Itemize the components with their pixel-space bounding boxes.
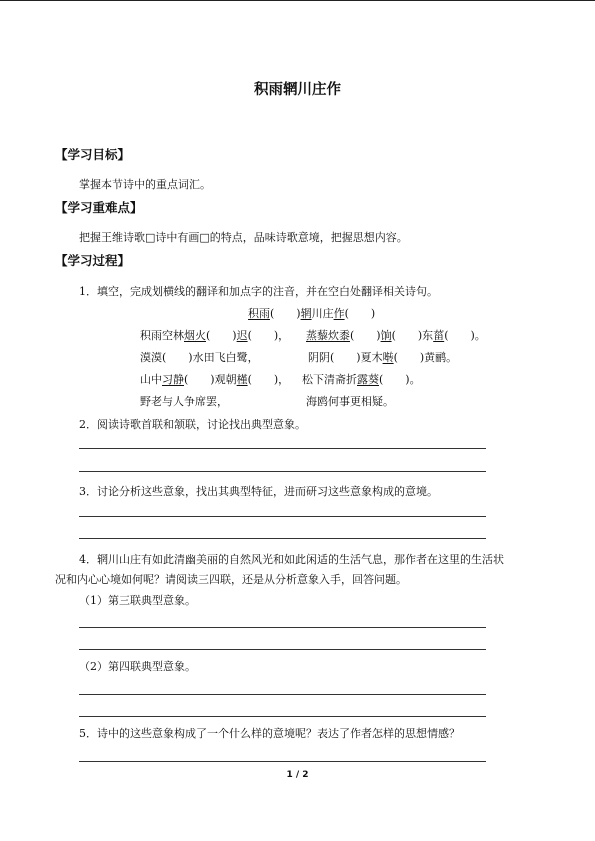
answer-line[interactable] [79,627,486,628]
poem-line-3b [302,371,421,387]
poem-line-1 [140,327,289,343]
answer-line[interactable] [79,761,486,762]
underlined-word: 迟 [236,329,248,342]
question-4-sub-2: （2）第四联典型意象。 [79,660,196,673]
objectives-heading: 【学习目标】 [55,147,131,162]
page-title: 积雨辋川庄作 [254,82,341,98]
answer-line[interactable] [79,471,486,472]
blank: ( ) [344,307,376,320]
poem-line-4b: 海鸥何事更相疑。 [306,395,394,408]
objectives-text: 掌握本节诗中的重点词汇。 [79,178,211,191]
question-2: 2．阅读诗歌首联和颔联，讨论找出典型意象。 [79,418,306,431]
answer-line[interactable] [79,538,486,539]
question-1: 1．填空，完成划横线的翻译和加点字的注音，并在空白处翻译相关诗句。 [79,285,438,298]
keypoints-heading: 【学习重难点】 [55,200,143,215]
poem-line-2b [308,349,457,365]
dotted-char: 菑 [433,329,445,342]
question-4-line-2: 况和内心心境如何呢？请阅读三四联，还是从分析意象入手，回答问题。 [55,573,407,586]
poem-text: 积雨空林 [140,329,184,342]
blank: ( ) [350,329,381,342]
poem-line-2: 漠漠( )水田飞白鹭， [140,351,259,364]
answer-line[interactable] [79,649,486,650]
answer-line[interactable] [79,448,486,449]
underlined-word: 蒸藜炊黍 [306,329,350,342]
question-4-sub-1: （1）第三联典型意象。 [79,594,196,607]
poem-text: 阴阴( )夏木 [308,351,383,364]
dotted-char: 饷 [380,329,392,342]
answer-line[interactable] [79,694,486,695]
question-5: 5．诗中的这些意象构成了一个什么样的意境呢？表达了作者怎样的思想情感？ [79,727,460,740]
underlined-word: 积雨 [248,307,270,320]
page-number: 1 / 2 [286,770,309,780]
poem-text: 川庄 [311,307,334,320]
blank: ( )。 [379,373,421,386]
dotted-char: 啭 [382,351,394,364]
blank: ( ) [206,329,237,342]
blank: ( ) [270,307,301,320]
process-heading: 【学习过程】 [55,253,131,268]
underlined-word: 烟火 [184,329,206,342]
question-3: 3．讨论分析这些意象，找出其典型特征，进而研习这些意象构成的意境。 [79,485,438,498]
poem-title-line [248,305,375,321]
poem-line-4: 野老与人争席罢， [140,395,228,408]
blank: ( )黄鹂。 [393,351,458,364]
underlined-word: 露葵 [357,373,379,386]
question-4-line-1: 4．辋川山庄有如此清幽美丽的自然风光和如此闲适的生活气息，那作者在这里的生活状 [79,553,504,566]
answer-line[interactable] [79,516,486,517]
poem-line-3 [140,371,289,387]
dotted-char: 槿 [236,373,248,386]
blank: ( )， [247,373,290,386]
poem-text: 山中 [140,373,162,386]
page-top-rule [0,0,595,1]
poem-line-1b [306,327,486,343]
dotted-char: 辋 [300,307,312,320]
blank: ( )东 [391,329,434,342]
underlined-word: 习静 [162,373,184,386]
underlined-word: 作 [333,307,345,320]
keypoints-text: 把握王维诗歌□诗中有画□的特点，品味诗歌意境，把握思想内容。 [79,231,408,244]
blank: ( )， [247,329,290,342]
blank: ( )。 [444,329,486,342]
blank: ( )观朝 [184,373,237,386]
poem-text: 松下清斋折 [302,373,357,386]
answer-line[interactable] [79,716,486,717]
